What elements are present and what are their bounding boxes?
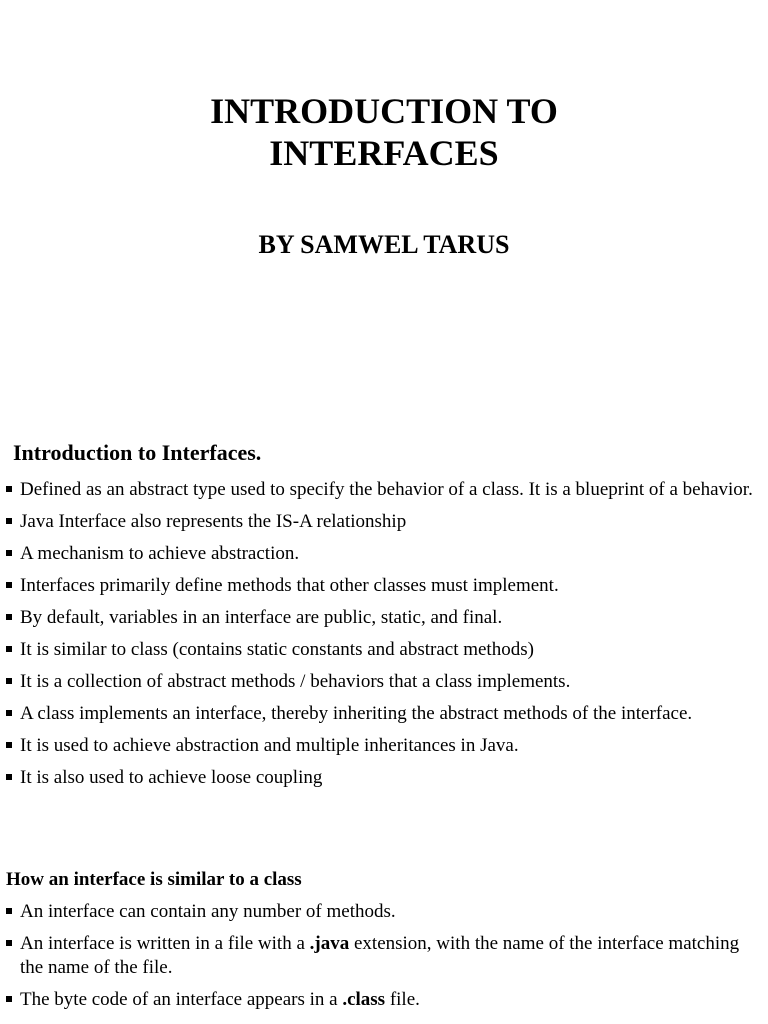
list-item-text: It is used to achieve abstraction and multiple inheritances in Java. — [20, 735, 519, 756]
bullet-square-icon — [6, 582, 12, 588]
list-item-text: A mechanism to achieve abstraction. — [20, 543, 300, 564]
bullet-square-icon — [6, 742, 12, 748]
list-item — [6, 900, 766, 924]
list-item-text-after: file. — [385, 989, 420, 1010]
list-item-text: Defined as an abstract type used to specify the behavior of a class. It is a blueprint of a behavior. — [20, 479, 753, 500]
list-item — [6, 932, 766, 980]
list-item-text: It is a collection of abstract methods / behaviors that a class implements. — [20, 671, 571, 692]
similarity-bullet-list — [6, 900, 766, 1020]
list-item — [6, 638, 766, 662]
bullet-square-icon — [6, 550, 12, 556]
bullet-square-icon — [6, 996, 12, 1002]
list-item — [6, 542, 766, 566]
file-extension-java: .java — [309, 933, 350, 954]
list-item-text-after: extension, with the name of the interface matching the name of the file. — [20, 933, 740, 978]
bullet-square-icon — [6, 940, 12, 946]
list-item — [6, 510, 766, 534]
bullet-square-icon — [6, 710, 12, 716]
list-item — [6, 702, 766, 726]
similarity-heading: How an interface is similar to a class — [6, 869, 302, 890]
intro-bullet-list — [6, 478, 766, 798]
list-item — [6, 734, 766, 758]
list-item — [6, 606, 766, 630]
bullet-square-icon — [6, 646, 12, 652]
list-item-text: An interface can contain any number of methods. — [20, 901, 396, 922]
list-item-text-before: An interface is written in a file with a — [20, 933, 310, 954]
list-item-text: By default, variables in an interface are public, static, and final. — [20, 607, 503, 628]
section-heading: Introduction to Interfaces. — [13, 440, 262, 465]
list-item-text-before: The byte code of an interface appears in a — [20, 989, 343, 1010]
page-title-line-2: INTERFACES — [269, 133, 499, 173]
list-item-text: A class implements an interface, thereby inheriting the abstract methods of the interface. — [20, 703, 693, 724]
list-item-text: It is also used to achieve loose coupling — [20, 767, 323, 788]
list-item-text: It is similar to class (contains static constants and abstract methods) — [20, 639, 534, 660]
list-item — [6, 988, 766, 1012]
bullet-square-icon — [6, 774, 12, 780]
file-extension-class: .class — [342, 989, 386, 1010]
page-title — [0, 90, 768, 174]
bullet-square-icon — [6, 486, 12, 492]
bullet-square-icon — [6, 908, 12, 914]
list-item — [6, 478, 766, 502]
page-title-line-1: INTRODUCTION TO — [210, 91, 558, 131]
list-item — [6, 574, 766, 598]
author-byline: BY SAMWEL TARUS — [258, 230, 510, 259]
list-item — [6, 670, 766, 694]
list-item — [6, 766, 766, 790]
bullet-square-icon — [6, 678, 12, 684]
list-item-text: Interfaces primarily define methods that other classes must implement. — [20, 575, 559, 596]
bullet-square-icon — [6, 518, 12, 524]
bullet-square-icon — [6, 614, 12, 620]
list-item-text: Java Interface also represents the IS-A relationship — [20, 511, 407, 532]
